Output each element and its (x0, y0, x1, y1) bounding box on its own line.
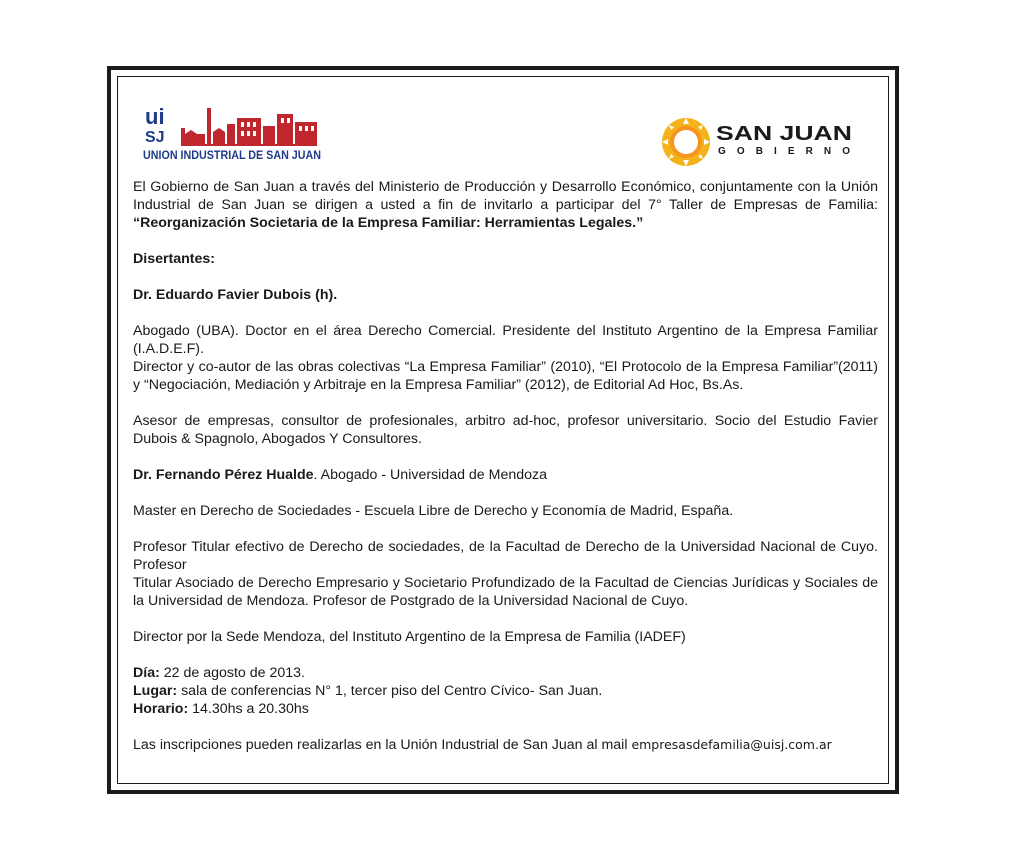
workshop-title: “Reorganización Societaria de la Empresa Familiar: Herramientas Legales.” (133, 215, 644, 231)
speaker1-bio3: Asesor de empresas, consultor de profesionales, arbitro ad-hoc, profesor universitario. Socio del Estudio Favier Dubois & Spagnolo, Abogados Y Consultores. (133, 413, 878, 447)
gobierno-subtitle: GOBIERNO (718, 146, 850, 157)
event-day (133, 664, 878, 682)
uisj-letters-top: ui (145, 104, 165, 129)
intro-paragraph (133, 178, 878, 232)
day-label: Día: (133, 665, 160, 681)
registration-text: Las inscripciones pueden realizarlas en la Unión Industrial de San Juan al mail (133, 737, 632, 753)
speaker2-bio2a: Profesor Titular efectivo de Derecho de sociedades, de la Facultad de Derecho de la Universidad Nacional de Cuyo. Profesor (133, 539, 878, 573)
speaker2-bio3: Director por la Sede Mendoza, del Instituto Argentino de la Empresa de Familia (IADEF) (133, 629, 686, 645)
speaker2-bio2b: Titular Asociado de Derecho Empresario y Societario Profundizado de la Facultad de Ciencias Jurídicas y Sociales de la Universidad de Mendoza. Profesor de Postgrado de la Universidad Nacional de Cuyo. (133, 575, 878, 609)
place-value: sala de conferencias N° 1, tercer piso del Centro Cívico- San Juan. (177, 683, 603, 699)
sun-icon (662, 118, 710, 166)
speaker2-line (133, 466, 878, 484)
time-label: Horario: (133, 701, 189, 717)
registration-email: empresasdefamilia@uisj.com.ar (631, 737, 832, 752)
san-juan-gobierno-logo (660, 116, 854, 168)
time-value: 14.30hs a 20.30hs (188, 701, 309, 717)
speaker1-bio1: Abogado (UBA). Doctor en el área Derecho Comercial. Presidente del Instituto Argentino de la Empresa Familiar (I.A.D.E.F). (133, 323, 878, 357)
day-value: 22 de agosto de 2013. (159, 665, 305, 681)
event-place (133, 682, 878, 700)
san-juan-title: SAN JUAN (716, 123, 852, 145)
invitation-letter (133, 178, 878, 754)
speaker1-bio2: Director y co-autor de las obras colectivas “La Empresa Familiar” (2010), “El Protocolo de la Empresa Familiar”(2011) y “Negociación, Mediación y Arbitraje en la Empresa Familiar” (2012), de Editorial Ad Hoc, Bs.As. (133, 359, 878, 393)
place-label: Lugar: (133, 683, 178, 699)
event-time (133, 700, 878, 718)
uisj-letters-bottom: SJ (145, 129, 165, 146)
speaker2-affiliation: . Abogado - Universidad de Mendoza (313, 467, 548, 483)
speaker2-name: Dr. Fernando Pérez Hualde (133, 467, 314, 483)
speaker1-name: Dr. Eduardo Favier Dubois (h). (133, 287, 338, 303)
registration-line (133, 736, 878, 754)
speaker2-bio1: Master en Derecho de Sociedades - Escuela Libre de Derecho y Economía de Madrid, España. (133, 503, 734, 519)
uisj-logo (141, 104, 323, 162)
intro-text: El Gobierno de San Juan a través del Ministerio de Producción y Desarrollo Económico, conjuntamente con la Unión Industrial de San Juan se dirigen a usted a fin de invitarlo a participar del 7° Taller de Empresas de Familia: (133, 179, 878, 213)
uisj-caption: UNION INDUSTRIAL DE SAN JUAN (143, 150, 321, 162)
speakers-heading: Disertantes: (133, 251, 216, 267)
